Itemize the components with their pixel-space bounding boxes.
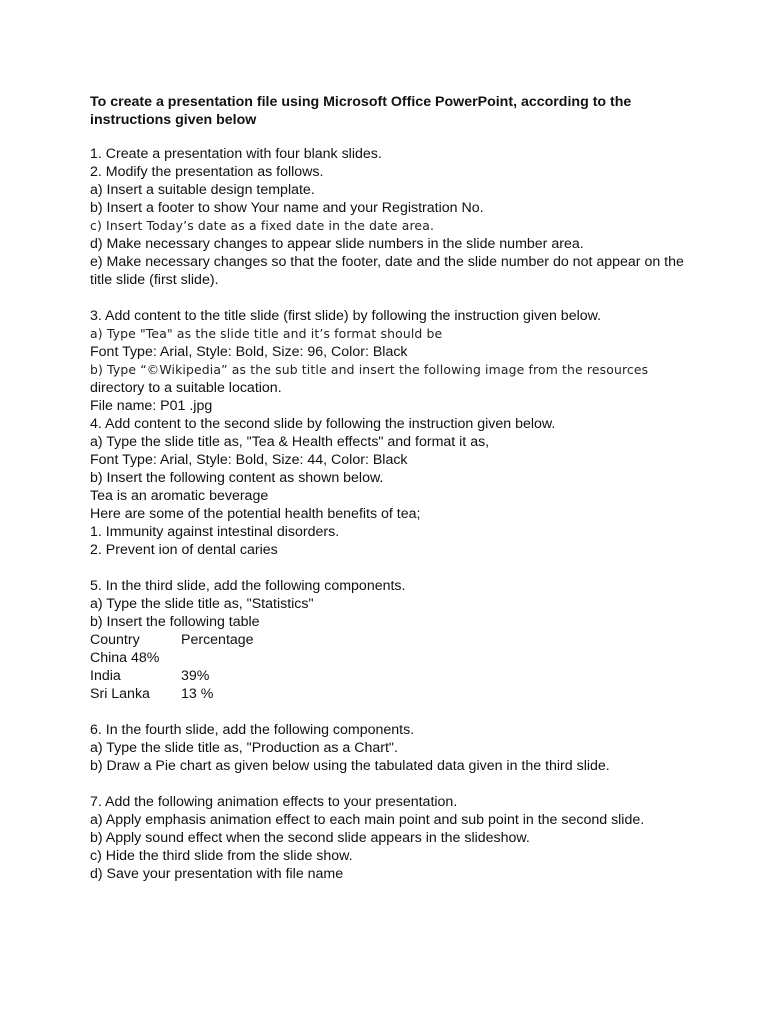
instruction-5b: b) Insert the following table bbox=[90, 614, 260, 630]
instruction-2d: d) Make necessary changes to appear slide numbers in the slide number area. bbox=[90, 236, 584, 252]
table-row bbox=[90, 685, 690, 703]
instruction-6b: b) Draw a Pie chart as given below using the tabulated data given in the third slide. bbox=[90, 758, 610, 774]
table-cell-china: China 48% bbox=[90, 650, 160, 666]
section-4 bbox=[90, 415, 690, 559]
instruction-6a: a) Type the slide title as, "Production as a Chart". bbox=[90, 740, 398, 756]
document-title: To create a presentation file using Microsoft Office PowerPoint, according to the instructions given below bbox=[90, 94, 632, 128]
instruction-4b: b) Insert the following content as shown below. bbox=[90, 470, 384, 486]
table-cell-country: Sri Lanka bbox=[90, 686, 150, 702]
font-spec-title-slide: Font Type: Arial, Style: Bold, Size: 96, Color: Black bbox=[90, 344, 408, 360]
instruction-5a: a) Type the slide title as, "Statistics" bbox=[90, 596, 314, 612]
instruction-2c: c) Insert Today’s date as a fixed date in the date area. bbox=[90, 218, 435, 233]
section-5 bbox=[90, 577, 690, 703]
instruction-3: 3. Add content to the title slide (first slide) by following the instruction given below. bbox=[90, 308, 602, 324]
table-header-percentage: Percentage bbox=[181, 632, 254, 648]
content-line-2: Here are some of the potential health benefits of tea; bbox=[90, 506, 421, 522]
instruction-3b-cont: directory to a suitable location. bbox=[90, 380, 282, 396]
content-line-4: 2. Prevent ion of dental caries bbox=[90, 542, 278, 558]
table-cell-percentage: 13 % bbox=[181, 686, 214, 702]
instruction-2a: a) Insert a suitable design template. bbox=[90, 182, 315, 198]
instruction-7c: c) Hide the third slide from the slide show. bbox=[90, 848, 353, 864]
table-header-row bbox=[90, 631, 690, 649]
instruction-5: 5. In the third slide, add the following components. bbox=[90, 578, 406, 594]
font-spec-second-slide: Font Type: Arial, Style: Bold, Size: 44, Color: Black bbox=[90, 452, 408, 468]
instruction-2b: b) Insert a footer to show Your name and your Registration No. bbox=[90, 200, 484, 216]
section-6 bbox=[90, 721, 690, 775]
table-cell-percentage: 39% bbox=[181, 668, 210, 684]
table-header-country: Country bbox=[90, 632, 140, 648]
section-7 bbox=[90, 793, 690, 883]
statistics-table bbox=[90, 631, 690, 703]
spacer bbox=[90, 559, 690, 577]
instruction-1: 1. Create a presentation with four blank slides. bbox=[90, 146, 382, 162]
instruction-3b: b) Type “©Wikipedia” as the sub title and insert the following image from the resources bbox=[90, 362, 649, 377]
document-page bbox=[90, 93, 690, 883]
section-1-2 bbox=[90, 145, 690, 289]
instruction-7: 7. Add the following animation effects to your presentation. bbox=[90, 794, 458, 810]
instruction-7d: d) Save your presentation with file name bbox=[90, 866, 344, 882]
instruction-4: 4. Add content to the second slide by following the instruction given below. bbox=[90, 416, 556, 432]
spacer bbox=[90, 775, 690, 793]
instruction-2: 2. Modify the presentation as follows. bbox=[90, 164, 324, 180]
spacer bbox=[90, 703, 690, 721]
instruction-3a: a) Type "Tea" as the slide title and it’s format should be bbox=[90, 326, 443, 341]
content-line-3: 1. Immunity against intestinal disorders. bbox=[90, 524, 340, 540]
table-row bbox=[90, 667, 690, 685]
table-row bbox=[90, 649, 690, 667]
instruction-4a: a) Type the slide title as, "Tea & Health effects" and format it as, bbox=[90, 434, 490, 450]
table-cell-country: India bbox=[90, 668, 121, 684]
file-name-line: File name: P01 .jpg bbox=[90, 398, 213, 414]
section-3 bbox=[90, 307, 690, 415]
instruction-6: 6. In the fourth slide, add the following components. bbox=[90, 722, 415, 738]
instruction-7a: a) Apply emphasis animation effect to each main point and sub point in the second slide. bbox=[90, 812, 645, 828]
instruction-7b: b) Apply sound effect when the second slide appears in the slideshow. bbox=[90, 830, 530, 846]
instruction-2e: e) Make necessary changes so that the footer, date and the slide number do not appear on the title slide (first slide). bbox=[90, 254, 684, 288]
content-line-1: Tea is an aromatic beverage bbox=[90, 488, 269, 504]
spacer bbox=[90, 289, 690, 307]
